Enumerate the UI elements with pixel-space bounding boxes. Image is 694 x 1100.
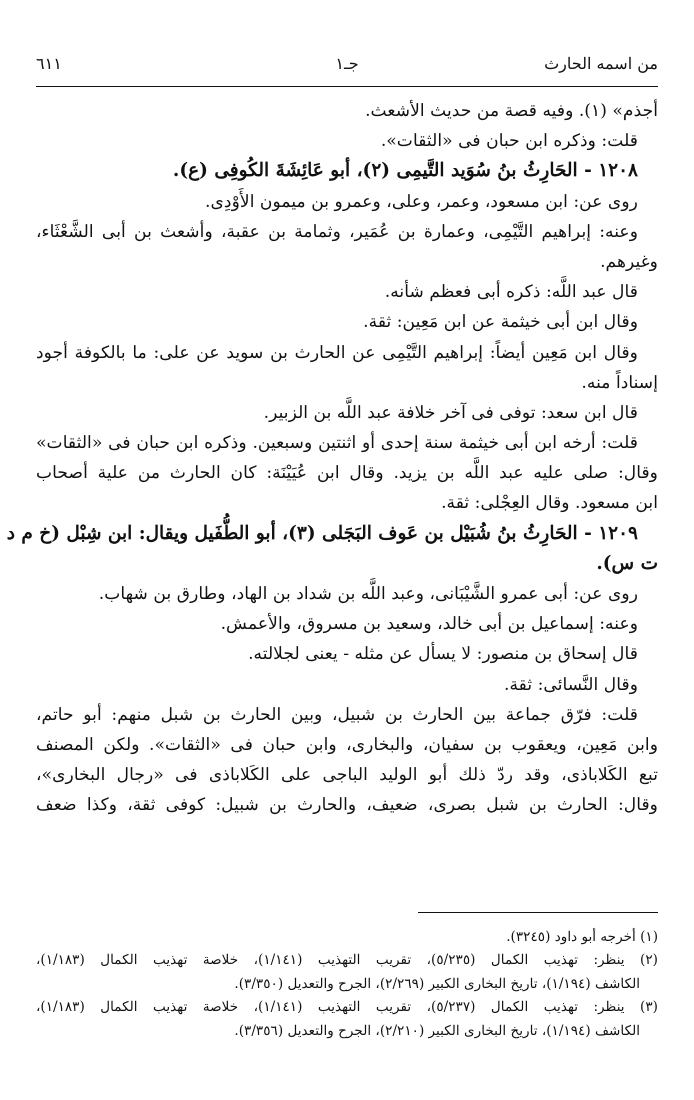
text-line: وقال ابن أبى خيثمة عن ابن مَعِين: ثقة.	[363, 312, 638, 333]
text-line: إسناداً منه.	[581, 372, 658, 393]
text-line: قال عبد اللَّه: ذكره أبى فعظم شأنه.	[384, 282, 638, 303]
footnote-line: الكاشف (١/١٩٤)، تاريخ البخارى الكبير (٢/٢١٠)، الجرح والتعديل (٣/٣٥٦).	[234, 1022, 640, 1039]
footnote-line: (٣) ينظر: تهذيب الكمال (٥/٢٣٧)، تقريب التهذيب (١/١٤١)، خلاصة تهذيب الكمال (١/١٨٣)،	[36, 999, 658, 1016]
text-line: قلت: أرخه ابن أبى خيثمة سنة إحدى أو اثنتين وسبعين. وذكره ابن حبان فى «الثقات»	[36, 433, 638, 454]
text-line: قال ابن سعد: توفى فى آخر خلافة عبد اللَّه بن الزبير.	[263, 402, 638, 423]
running-header	[36, 54, 658, 84]
text-line: قلت: فرّق جماعة بين الحارث بن شبيل، وبين الحارث بن شبل منهم: أبو حاتم،	[36, 704, 638, 725]
text-line: وقال: الحارث بن شبل بصرى، ضعيف، والحارث بن شبيل: كوفى ثقة، وكذا ضعف	[36, 795, 658, 816]
text-line: روى عن: أبى عمرو الشَّيْبَانى، وعبد اللَّه بن شداد بن الهاد، وطارق بن شهاب.	[98, 584, 638, 604]
text-line: وقال النَّسائى: ثقة.	[504, 674, 638, 695]
entry-heading: ١٢٠٩ - الحَارِثُ بنُ شُبَيْل بن عَوف البَجَلى (٣)، أبو الطُّفَيل ويقال: ابن شِبْل (خ م د	[6, 522, 638, 544]
footnote-line: (٢) ينظر: تهذيب الكمال (٥/٢٣٥)، تقريب التهذيب (١/١٤١)، خلاصة تهذيب الكمال (١/١٨٣)،	[36, 952, 658, 969]
text-line: ابن مسعود. وقال العِجْلى: ثقة.	[441, 493, 658, 514]
main-text	[6, 96, 658, 821]
header-rule	[36, 86, 658, 87]
footnote-line: (١) أخرجه أبو داود (٣٢٤٥).	[506, 929, 658, 945]
entry-heading-continued: ت س).	[596, 552, 658, 574]
text-line: وابن مَعِين، ويعقوب بن سفيان، والبخارى، وابن حبان فى «الثقات». ولكن المصنف	[36, 734, 658, 755]
footnotes	[36, 926, 658, 1043]
text-line: روى عن: ابن مسعود، وعمر، وعلى، وعمرو بن ميمون الأَوْدِى.	[205, 191, 638, 212]
footnote-line: الكاشف (١/١٩٤)، تاريخ البخارى الكبير (٢/٢٦٩)، الجرح والتعديل (٣/٣٥٠).	[234, 975, 640, 992]
text-line: وقال ابن مَعِين أيضاً: إبراهيم التَّيْمِى عن الحارث بن سويد عن على: ما بالكوفة أجود	[36, 342, 638, 363]
text-line: وغيرهم.	[600, 251, 658, 272]
page-number: ٦١١	[36, 54, 62, 73]
section-title: من اسمه الحارث	[544, 54, 658, 73]
footnote-rule	[418, 912, 658, 913]
text-line: وعنه: إسماعيل بن أبى خالد، وسعيد بن مسروق، والأعمش.	[220, 614, 638, 635]
text-line: تبع الكَلاباذى، وقد ردّ ذلك أبو الوليد الباجى على الكَلاباذى فى «رجال البخارى»،	[36, 765, 658, 786]
text-line: أجذم» (١). وفيه قصة من حديث الأشعث.	[365, 101, 658, 121]
text-line: وعنه: إبراهيم التَّيْمِى، وعمارة بن عُمَير، وثمامة بن عقبة، وأشعث بن أبى الشَّعْثَاء،	[36, 221, 638, 242]
entry-heading: ١٢٠٨ - الحَارِثُ بنُ سُوَيد التَّيمِى (٢)، أبو عَائِشَةَ الكُوفِى (ع).	[172, 160, 638, 182]
text-line: قلت: وذكره ابن حبان فى «الثقات».	[380, 131, 638, 152]
text-line: وقال: صلى عليه عبد اللَّه بن يزيد. وقال ابن عُيَيْنَة: كان الحارث من علية أصحاب	[36, 463, 658, 484]
text-line: قال إسحاق بن منصور: لا يسأل عن مثله - يعنى لجلالته.	[248, 644, 638, 665]
volume-label: جـ١	[335, 54, 359, 73]
